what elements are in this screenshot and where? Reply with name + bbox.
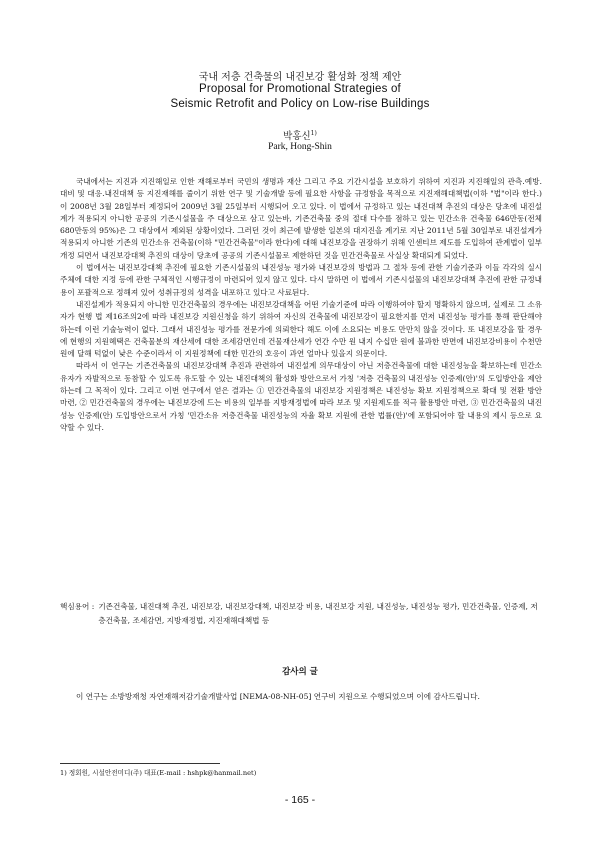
page-number: - 165 - bbox=[284, 794, 316, 806]
footnote-divider bbox=[60, 763, 220, 764]
keywords bbox=[60, 600, 542, 628]
body-paragraph: 국내에서는 지진과 지진해일로 인한 재해로부터 국민의 생명과 재산 그리고 주요 기간시설을 보호하기 위하여 지진과 지진해일의 관측․예방․대비 및 대응․내진대책 등 지진재해를 줄이기 위한 연구 및 기술개발 등에 필요한 사항을 규정함을 목적으로 지진재해대책법(이하 "법"이라 한다.)이 2008년 3월 28일부터 제정되어 2009년 3월 25일부터 시행되어 오고 있다. 이 법에서 규정하고 있는 내진대책 추진의 대상은 당초에 내진설계가 적용되지 아니한 공공의 기존시설물을 주 대상으로 삼고 있는바, 기존건축물 중의 절대 다수를 점하고 있는 민간소유 건축물 646만동(전체 680만동의 95%)은 그 대상에서 제외된 상황이었다. 그러던 것이 최근에 발생한 일본의 대지진을 계기로 지난 2011년 5월 30일부로 내진설계가 적용되지 아니한 기존의 민간소유 건축물(이하 "민간건축물"이라 한다)에 대해 내진보강을 권장하기 위해 인센티브 제도를 도입하여 관계법이 일부개정 되면서 내진보강대책 추진의 대상이 당초에 공공의 기존시설물로 제한하던 것을 민간건축물로 사실상 확대되게 되었다. bbox=[60, 177, 542, 260]
keywords-list: 기존건축물, 내진대책 추진, 내진보강, 내진보강대책, 내진보강 비용, 내진보강 지원, 내진성능, 내진성능 평가, 민간건축물, 인증제, 저층건축물, 조세감면, 지방재정법, 지진재해대책법 등 bbox=[98, 602, 538, 625]
abstract-body bbox=[60, 176, 542, 434]
title-korean: 국내 저층 건축물의 내진보강 활성화 정책 제안 bbox=[198, 72, 402, 83]
acknowledgment-title: 감사의 글 bbox=[282, 667, 318, 677]
author-footnote-mark: 1) bbox=[310, 129, 317, 137]
author-korean-name: 박홍신 bbox=[283, 131, 311, 142]
body-paragraph: 따라서 이 연구는 기존건축물의 내진보강대책 추진과 관련하여 내진설계 의무대상이 아닌 저층건축물에 대한 내진성능을 확보하는데 민간소유자가 자발적으로 동참할 수 있도록 유도할 수 있는 내진대책의 활성화 방안으로서 가칭 '저층 건축물의 내진성능 인증제(안)'의 도입방안을 제안하는데 그 목적이 있다. 그리고 이번 연구에서 얻은 결과는 ① 민간건축물의 내진보강 지원정책은 내진성능 확보 지원정책으로 확대 및 전환 방안 마련, ② 민간건축물의 경우에는 내진보강에 드는 비용의 일부를 지방재정법에 따라 보조 및 지원제도를 적극 활용방안 마련, ③ 민간건축물의 내진성능 인증제(안) 도입방안으로서 가칭 '민간소유 저층건축물 내진성능의 자율 확보 지원에 관한 법률(안)'에 포함되어야 할 내용의 제시 등으로 요약할 수 있다. bbox=[60, 361, 542, 432]
body-paragraph: 이 법에서는 내진보강대책 추진에 필요한 기존시설물의 내진성능 평가와 내진보강의 방법과 그 절차 등에 관한 기술기준과 이들 각각의 실시주체에 대한 지정 등에 관한 구체적인 시행규정이 마련되어 있지 않고 있다. 다시 말하면 이 법에서 기존시설물의 내진보강대책 추진에 관한 규정내용이 포괄적으로 정해져 있어 성취규정의 성격을 내포하고 있다고 사료된다. bbox=[60, 263, 542, 297]
body-paragraph: 내진설계가 적용되지 아니한 민간건축물의 경우에는 내진보강대책을 어떤 기술기준에 따라 이행하여야 할지 명확하지 않으며, 실제로 그 소유자가 현행 법 제16조의2에 따라 내진보강 지원신청을 하기 위하여 자신의 건축물에 내진보강이 필요한지를 먼저 내진성능 평가를 통해 판단해야 하는데 이런 기술능력이 없다. 그래서 내진성능 평가를 전문가에 의뢰한다 해도 이에 소요되는 비용도 만만치 않을 것이다. 또 내진보강을 할 경우에 현행의 지원혜택은 건축물분의 재산세에 대한 조세감면인데 건물재산세가 연간 수만 원 내지 수십만 원에 불과한 반면에 내진보강비용이 수천만 원에 달해 턱없이 낮은 수준이라서 이 지원정책에 대한 민간의 호응이 과연 얼마나 있을지 의문이다. bbox=[60, 299, 542, 359]
keywords-label: 핵심용어 : bbox=[60, 602, 95, 611]
author-english: Park, Hong-Shin bbox=[268, 142, 332, 152]
author-korean bbox=[0, 128, 600, 142]
title-english-line-2: Seismic Retrofit and Policy on Low-rise Buildings bbox=[170, 98, 430, 110]
acknowledgment-body: 이 연구는 소방방재청 자연재해저감기술개발사업 [NEMA-08-NH-05] 연구비 지원으로 수행되었으며 이에 감사드립니다. bbox=[76, 692, 480, 701]
footnote: 1) 정회원, 시설안전미디(주) 대표(E-mail : hshpk@hanmail.net) bbox=[60, 769, 257, 777]
title-english-line-1: Proposal for Promotional Strategies of bbox=[199, 83, 401, 95]
